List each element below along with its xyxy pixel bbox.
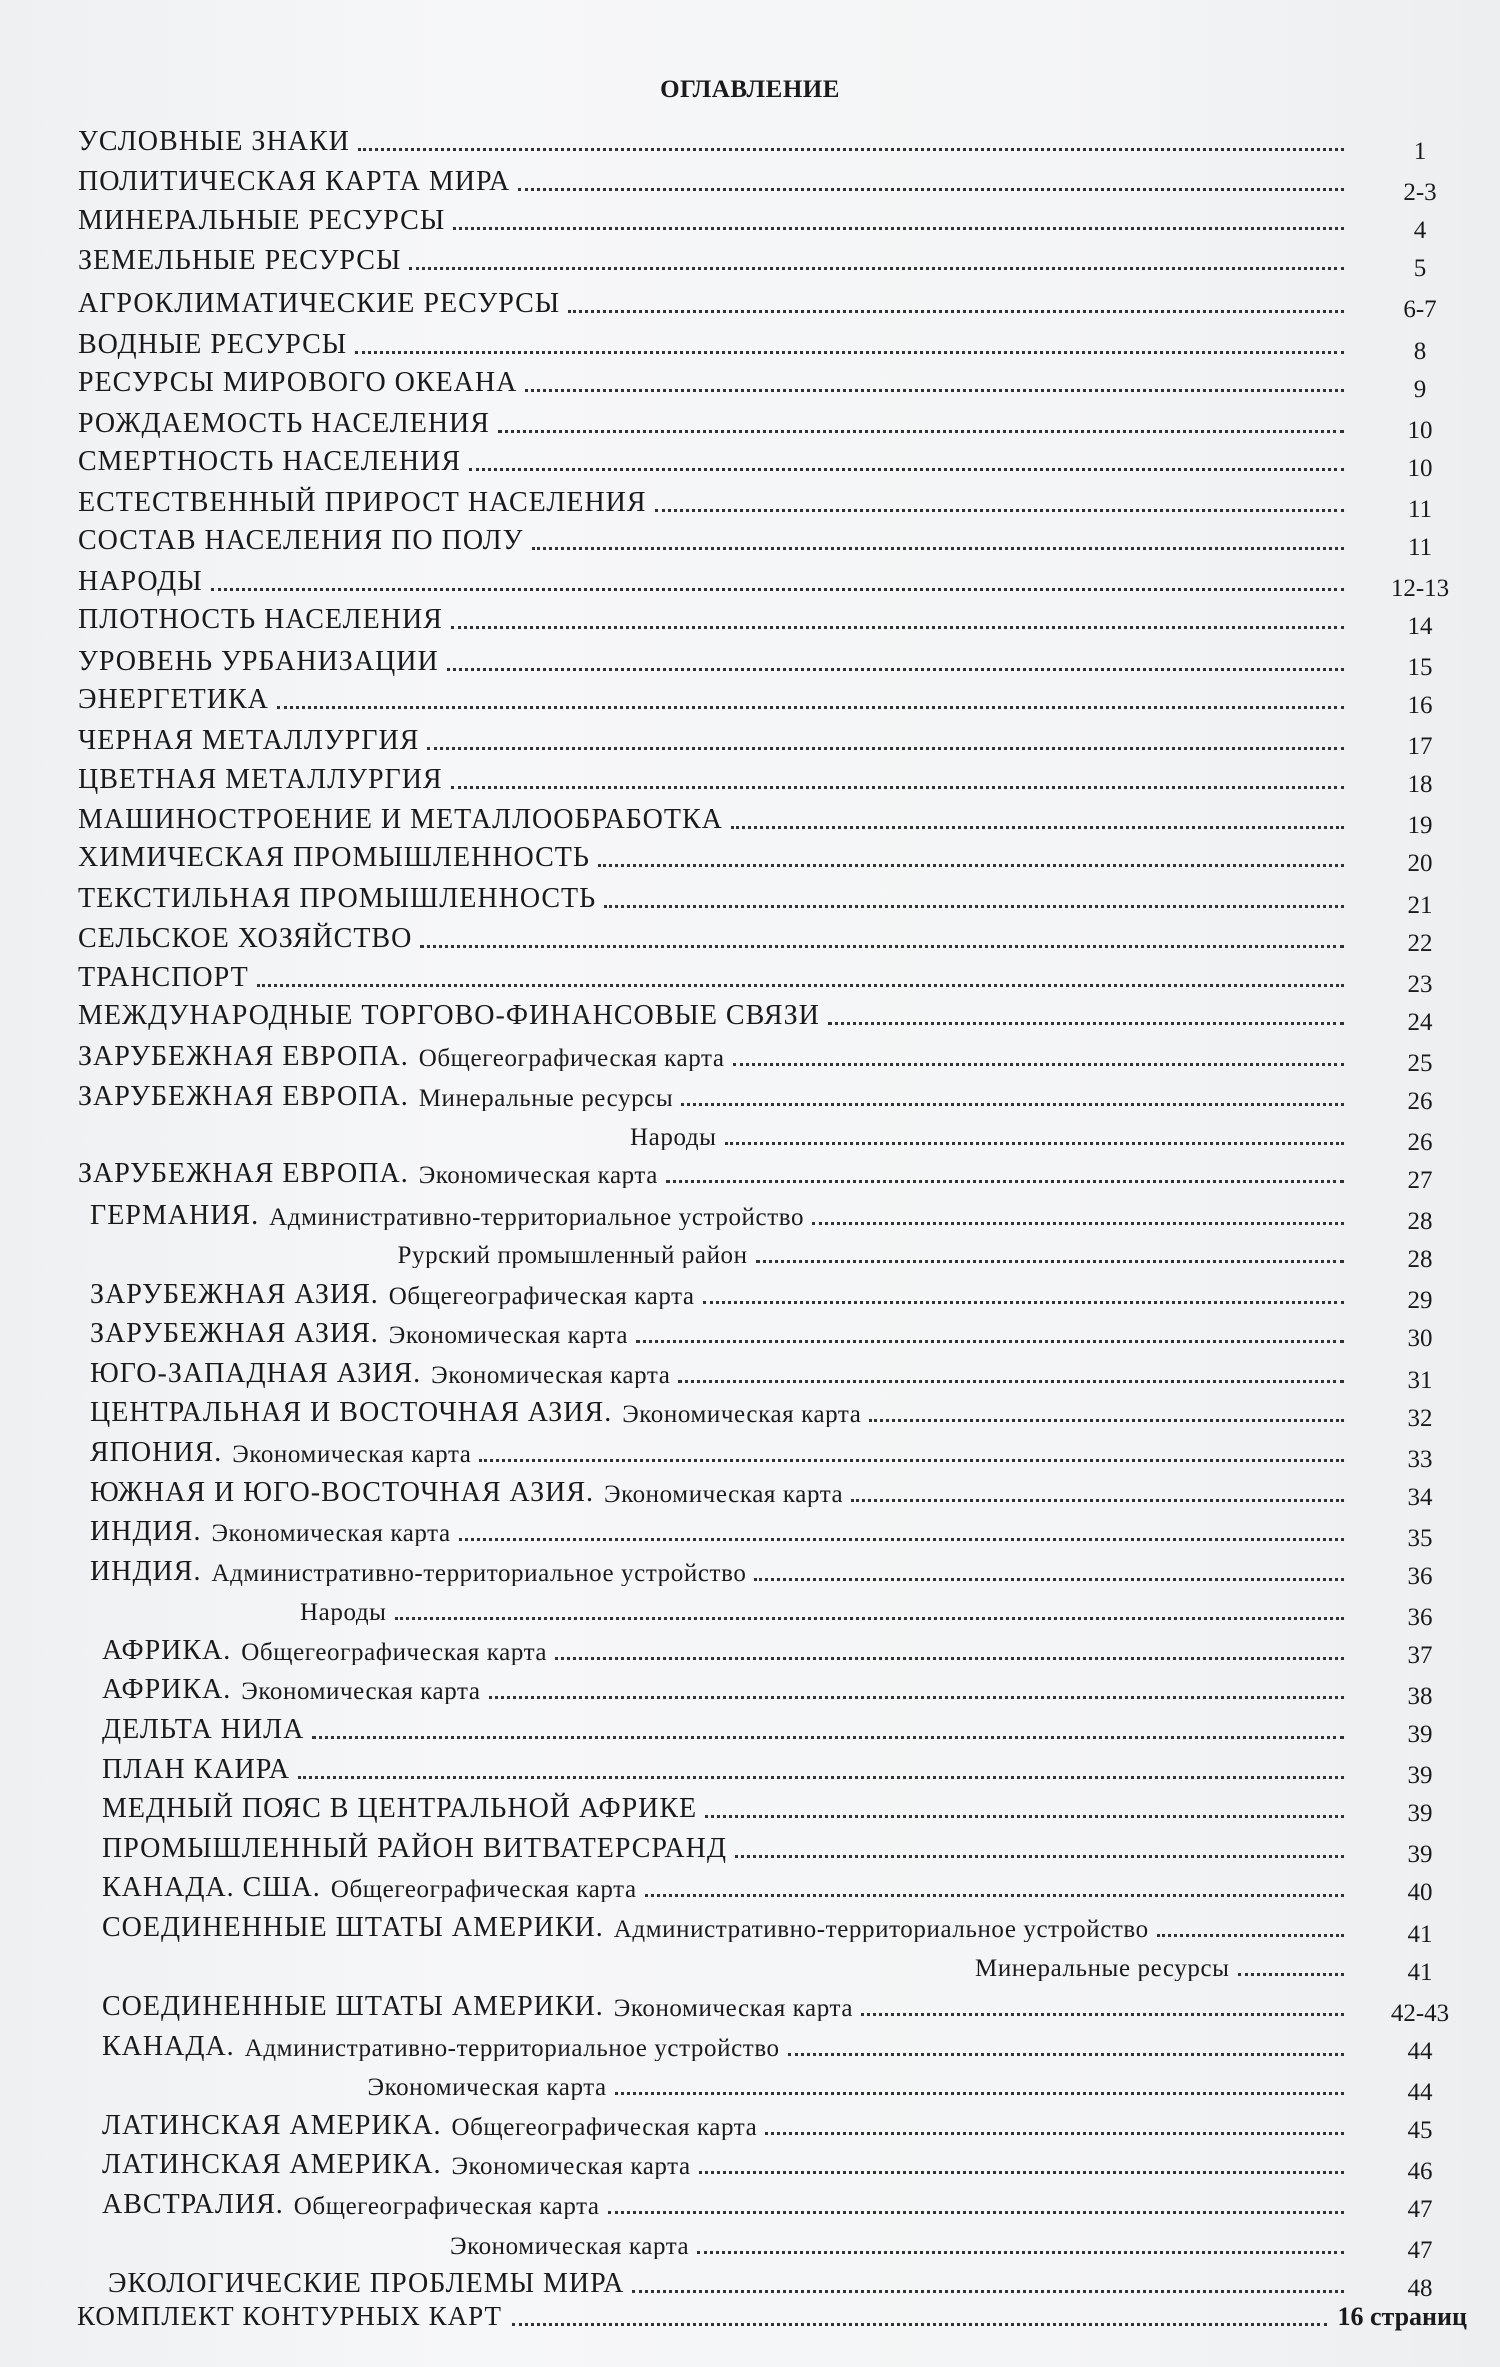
leader-dots <box>705 1815 1344 1818</box>
toc-entry[interactable] <box>78 278 1348 318</box>
leader-dots <box>447 668 1344 671</box>
toc-entry-title: ЦВЕТНАЯ МЕТАЛЛУРГИЯ <box>78 764 443 795</box>
toc-page-number: 4 <box>1413 217 1427 245</box>
toc-page-number: 39 <box>1407 1800 1433 1828</box>
toc-page-number: 1 <box>1413 138 1427 166</box>
leader-dots <box>498 430 1344 433</box>
toc-entry-title: ЗЕМЕЛЬНЫЕ РЕСУРСЫ <box>78 245 402 276</box>
toc-entry-title: ЗАРУБЕЖНАЯ ЕВРОПА. <box>78 1080 409 1111</box>
toc-page-number: 46 <box>1407 2158 1433 2186</box>
toc-entry[interactable] <box>78 1031 1348 1071</box>
toc-entry-title: УРОВЕНЬ УРБАНИЗАЦИИ <box>78 645 439 676</box>
toc-entry-title: НАРОДЫ <box>78 566 203 597</box>
leader-dots <box>1238 1973 1344 1976</box>
footer-page-count: 16 страниц <box>1337 2302 1467 2331</box>
toc-entry[interactable] <box>300 1585 1348 1625</box>
toc-entry-title: МИНЕРАЛЬНЫЕ РЕСУРСЫ <box>78 205 446 236</box>
toc-entry-subtitle: Экономическая карта <box>418 1162 658 1189</box>
leader-dots <box>754 1578 1344 1581</box>
toc-entry[interactable] <box>90 1546 1348 1586</box>
toc-page-number: 20 <box>1407 850 1433 878</box>
toc-page-number: 38 <box>1407 1683 1433 1711</box>
toc-entry[interactable] <box>975 1941 1348 1981</box>
leader-dots <box>699 2171 1344 2174</box>
toc-entry[interactable] <box>78 674 1348 714</box>
toc-entry-subtitle: Экономическая карта <box>613 1995 854 2022</box>
toc-page-number: 34 <box>1407 1483 1433 1511</box>
toc-entry-title: ЧЕРНАЯ МЕТАЛЛУРГИЯ <box>78 724 420 755</box>
toc-entry[interactable] <box>78 1148 1348 1188</box>
toc-entry-title: ЗАРУБЕЖНАЯ ЕВРОПА. <box>78 1041 409 1072</box>
leader-dots <box>420 945 1344 948</box>
toc-entry[interactable] <box>102 2139 1348 2179</box>
leader-dots <box>851 1499 1344 1502</box>
toc-page-number: 25 <box>1407 1049 1433 1077</box>
toc-entry-title: ИНДИЯ. <box>90 1555 202 1586</box>
toc-entry-title: ПЛАН КАИРА <box>102 1753 290 1784</box>
toc-entry-subtitle: Народы <box>300 1599 387 1626</box>
toc-page-number: 23 <box>1407 970 1433 998</box>
toc-entry-title: УСЛОВНЫЕ ЗНАКИ <box>78 126 350 157</box>
toc-page-number: 2-3 <box>1403 179 1437 207</box>
toc-entry-title: ЛАТИНСКАЯ АМЕРИКА. <box>102 2109 442 2140</box>
toc-entry[interactable] <box>78 754 1348 794</box>
leader-dots <box>489 1696 1344 1699</box>
leader-dots <box>568 310 1344 313</box>
toc-entry[interactable] <box>398 1228 1349 1268</box>
toc-page-number: 42-43 <box>1390 1999 1450 2027</box>
toc-entry[interactable] <box>630 1110 1348 1150</box>
leader-dots <box>479 1459 1344 1462</box>
toc-entry-subtitle: Административно-территориальное устройство <box>269 1203 805 1230</box>
leader-dots <box>459 1538 1344 1541</box>
toc-entry[interactable] <box>90 1506 1348 1546</box>
toc-entry-title: ТРАНСПОРТ <box>78 962 249 993</box>
toc-entry-subtitle: Общегеографическая карта <box>388 1282 695 1309</box>
toc-entry-title: ГЕРМАНИЯ. <box>90 1199 260 1230</box>
toc-entry-subtitle: Общегеографическая карта <box>241 1638 548 1665</box>
leader-dots <box>655 509 1344 512</box>
toc-entry-title: ЗАРУБЕЖНАЯ АЗИЯ. <box>90 1318 379 1349</box>
toc-entry-subtitle: Минеральные ресурсы <box>418 1084 674 1111</box>
leader-dots <box>298 1776 1344 1779</box>
leader-dots <box>636 1340 1344 1343</box>
toc-entry[interactable] <box>102 1625 1348 1665</box>
toc-entry-title: АВСТРАЛИЯ. <box>102 2188 284 2219</box>
leader-dots <box>869 1419 1344 1422</box>
toc-entry[interactable] <box>368 2060 1349 2100</box>
toc-entry[interactable] <box>102 1981 1348 2021</box>
toc-entry[interactable] <box>102 1704 1348 1744</box>
toc-page-number: 44 <box>1407 2078 1433 2106</box>
leader-dots <box>211 588 1344 591</box>
toc-entry-subtitle: Экономическая карта <box>451 2153 691 2180</box>
toc-entry[interactable] <box>78 515 1348 555</box>
toc-page-number: 10 <box>1407 454 1433 482</box>
leader-dots <box>277 706 1344 709</box>
toc-entry[interactable] <box>102 1744 1348 1784</box>
toc-page-number: 39 <box>1407 1721 1433 1749</box>
toc-entry[interactable] <box>102 1902 1348 1942</box>
toc-page-number: 26 <box>1407 1087 1433 1115</box>
toc-page-number: 21 <box>1407 891 1433 919</box>
leader-dots <box>861 2013 1344 2016</box>
leader-dots <box>756 1260 1344 1263</box>
leader-dots <box>788 2053 1344 2056</box>
toc-entry-subtitle: Общегеографическая карта <box>330 1876 637 1903</box>
toc-page-number: 28 <box>1407 1208 1433 1236</box>
toc-entry-title: РЕСУРСЫ МИРОВОГО ОКЕАНА <box>78 366 518 397</box>
toc-page-number: 47 <box>1407 2237 1433 2265</box>
leader-dots <box>703 1301 1344 1304</box>
toc-entry[interactable] <box>78 235 1348 275</box>
leader-dots <box>355 351 1344 354</box>
toc-entry-subtitle: Административно-территориальное устройство <box>244 2034 780 2061</box>
toc-page-number: 41 <box>1407 1958 1433 1986</box>
toc-page-number: 48 <box>1407 2275 1433 2303</box>
leader-dots <box>697 2251 1344 2254</box>
toc-entry-title: СОЕДИНЕННЫЕ ШТАТЫ АМЕРИКИ. <box>102 1991 604 2022</box>
toc-entry-subtitle: Общегеографическая карта <box>451 2113 758 2140</box>
leader-dots <box>453 227 1344 230</box>
leader-dots <box>395 1617 1344 1620</box>
leader-dots <box>427 747 1344 750</box>
toc-page-number: 17 <box>1407 733 1433 761</box>
toc-entry-title: ЭНЕРГЕТИКА <box>78 683 269 714</box>
leader-dots <box>451 626 1344 629</box>
leader-dots <box>525 389 1344 392</box>
toc-page-number: 32 <box>1407 1404 1433 1432</box>
toc-entry-title: РОЖДАЕМОСТЬ НАСЕЛЕНИЯ <box>78 408 490 439</box>
leader-dots <box>615 2092 1344 2095</box>
leader-dots <box>733 1063 1344 1066</box>
toc-entry-title: ЗАРУБЕЖНАЯ АЗИЯ. <box>90 1278 379 1309</box>
toc-entry-subtitle: Экономическая карта <box>367 2074 607 2101</box>
toc-page-number: 39 <box>1407 1841 1433 1869</box>
leader-dots <box>645 1894 1344 1897</box>
leader-dots <box>532 547 1345 550</box>
toc-entry-subtitle: Народы <box>630 1124 717 1151</box>
toc-entry[interactable] <box>90 1427 1348 1467</box>
toc-page-number: 22 <box>1407 929 1433 957</box>
toc-entry-title: ИНДИЯ. <box>90 1516 202 1547</box>
toc-page-number: 36 <box>1407 1603 1433 1631</box>
toc-page-number: 18 <box>1407 771 1433 799</box>
toc-entry-title: АГРОКЛИМАТИЧЕСКИЕ РЕСУРСЫ <box>78 287 561 318</box>
leader-dots <box>735 1855 1344 1858</box>
toc-page-number: 36 <box>1407 1562 1433 1590</box>
leader-dots <box>731 826 1344 829</box>
toc-page-number: 16 <box>1407 692 1433 720</box>
toc-page-number: 30 <box>1407 1325 1433 1353</box>
toc-page-number: 12-13 <box>1390 575 1450 603</box>
toc-entry-title: ЮГО-ЗАПАДНАЯ АЗИЯ. <box>90 1357 422 1388</box>
toc-entry[interactable] <box>78 990 1348 1030</box>
toc-page-number: 14 <box>1407 613 1433 641</box>
toc-entry[interactable] <box>78 357 1348 397</box>
toc-entry[interactable] <box>102 2179 1348 2219</box>
toc-entry-title: СОЕДИНЕННЫЕ ШТАТЫ АМЕРИКИ. <box>102 1911 604 1942</box>
toc-page-number: 41 <box>1407 1920 1433 1948</box>
toc-page-number: 26 <box>1407 1129 1433 1157</box>
toc-entry-subtitle: Общегеографическая карта <box>293 2192 600 2219</box>
toc-entry-title: МЕДНЫЙ ПОЯС В ЦЕНТРАЛЬНОЙ АФРИКЕ <box>102 1793 698 1824</box>
leader-dots <box>598 864 1344 867</box>
toc-entry[interactable] <box>78 477 1348 517</box>
toc-entry-subtitle: Экономическая карта <box>431 1361 671 1388</box>
toc-page-number: 35 <box>1407 1524 1433 1552</box>
toc-entry-title: ХИМИЧЕСКАЯ ПРОМЫШЛЕННОСТЬ <box>78 841 590 872</box>
toc-entry-title: КАНАДА. <box>102 2030 235 2061</box>
toc-entry[interactable] <box>78 156 1348 196</box>
toc-entry[interactable] <box>78 556 1348 596</box>
toc-page-number: 9 <box>1413 375 1427 403</box>
leader-dots <box>555 1657 1344 1660</box>
toc-entry-subtitle: Экономическая карта <box>232 1441 472 1468</box>
toc-entry[interactable] <box>78 436 1348 476</box>
toc-entry-subtitle: Экономическая карта <box>622 1401 862 1428</box>
toc-entry[interactable] <box>78 913 1348 953</box>
toc-entry[interactable] <box>78 398 1348 438</box>
toc-entry-title: ЗАРУБЕЖНАЯ ЕВРОПА. <box>78 1158 409 1189</box>
toc-entry[interactable] <box>78 594 1348 634</box>
leader-dots <box>518 188 1344 191</box>
toc-entry-title: ЕСТЕСТВЕННЫЙ ПРИРОСТ НАСЕЛЕНИЯ <box>78 487 647 518</box>
leader-dots <box>257 984 1344 987</box>
toc-entry-subtitle: Административно-территориальное устройство <box>613 1915 1149 1942</box>
leader-dots <box>828 1022 1344 1025</box>
toc-entry-title: МАШИНОСТРОЕНИЕ И МЕТАЛЛООБРАБОТКА <box>78 803 723 834</box>
toc-page-number: 11 <box>1407 533 1433 561</box>
toc-entry-title: ДЕЛЬТА НИЛА <box>102 1714 305 1745</box>
toc-page-number: 6-7 <box>1403 296 1437 324</box>
leader-dots <box>451 786 1344 789</box>
toc-entry[interactable] <box>78 116 1348 156</box>
toc-entry-title: ЯПОНИЯ. <box>90 1437 223 1468</box>
toc-entry[interactable] <box>102 1664 1348 1704</box>
toc-entry[interactable] <box>78 319 1348 359</box>
toc-entry[interactable] <box>78 715 1348 755</box>
toc-entry-subtitle: Экономическая карта <box>388 1322 629 1349</box>
toc-entry[interactable] <box>102 1783 1348 1823</box>
toc-page-number: 27 <box>1407 1167 1433 1195</box>
toc-entry-subtitle: Экономическая карта <box>241 1678 481 1705</box>
toc-entry-title: ПОЛИТИЧЕСКАЯ КАРТА МИРА <box>78 165 511 196</box>
toc-entry[interactable] <box>78 636 1348 676</box>
toc-page-number: 45 <box>1407 2116 1433 2144</box>
toc-entry[interactable] <box>78 794 1348 834</box>
leader-dots <box>765 2132 1344 2135</box>
toc-entry[interactable] <box>90 1467 1348 1507</box>
toc-entry[interactable] <box>78 1071 1348 1111</box>
leader-dots <box>681 1103 1344 1106</box>
toc-page-number: 37 <box>1407 1641 1433 1669</box>
leader-dots <box>409 267 1344 270</box>
toc-entry-subtitle: Экономическая карта <box>211 1520 451 1547</box>
leader-dots <box>604 905 1344 908</box>
leader-dots <box>608 2211 1344 2214</box>
toc-entry[interactable] <box>102 1862 1348 1902</box>
footer-leader-dots <box>512 2323 1327 2326</box>
toc-entry-subtitle: Экономическая карта <box>450 2232 690 2259</box>
toc-entry-title: АФРИКА. <box>102 1674 232 1705</box>
leader-dots <box>312 1736 1344 1739</box>
leader-dots <box>812 1222 1344 1225</box>
toc-entry[interactable] <box>102 1823 1348 1863</box>
toc-entry-title: КАНАДА. США. <box>102 1872 321 1903</box>
toc-page-number: 11 <box>1407 495 1433 523</box>
toc-entry-title: ЮЖНАЯ И ЮГО-ВОСТОЧНАЯ АЗИЯ. <box>90 1476 594 1507</box>
toc-entry[interactable] <box>90 1348 1348 1388</box>
page-title: ОГЛАВЛЕНИЕ <box>660 76 840 103</box>
toc-page-number: 24 <box>1407 1008 1433 1036</box>
toc-entry-title: ВОДНЫЕ РЕСУРСЫ <box>78 328 348 359</box>
toc-page-number: 31 <box>1407 1366 1433 1394</box>
toc-page-number: 19 <box>1407 812 1433 840</box>
toc-page-number: 33 <box>1407 1445 1433 1473</box>
toc-entry[interactable] <box>102 2021 1348 2061</box>
toc-entry-title: СМЕРТНОСТЬ НАСЕЛЕНИЯ <box>78 446 462 477</box>
toc-page-number: 5 <box>1413 255 1427 283</box>
leader-dots <box>1157 1934 1344 1937</box>
toc-entry-title: ЛАТИНСКАЯ АМЕРИКА. <box>102 2149 442 2180</box>
toc-entry-title: МЕЖДУНАРОДНЫЕ ТОРГОВО-ФИНАНСОВЫЕ СВЯЗИ <box>78 1000 820 1031</box>
toc-page-number: 10 <box>1407 416 1433 444</box>
toc-page-number: 15 <box>1407 654 1433 682</box>
toc-entry-subtitle: Административно-территориальное устройство <box>211 1559 747 1586</box>
toc-entry-subtitle: Рурский промышленный район <box>397 1241 748 1268</box>
leader-dots <box>358 148 1344 151</box>
toc-page-number: 8 <box>1413 337 1427 365</box>
toc-page-number: 44 <box>1407 2037 1433 2065</box>
toc-entry-title: ПЛОТНОСТЬ НАСЕЛЕНИЯ <box>78 604 443 635</box>
leader-dots <box>469 468 1344 471</box>
toc-entry[interactable] <box>450 2219 1348 2259</box>
toc-footer <box>77 2292 1467 2332</box>
toc-entry[interactable] <box>78 873 1348 913</box>
toc-page-number: 47 <box>1407 2196 1433 2224</box>
toc-page-number: 28 <box>1407 1246 1433 1274</box>
toc-page-number: 29 <box>1407 1287 1433 1315</box>
footer-label: КОМПЛЕКТ КОНТУРНЫХ КАРТ <box>77 2301 502 2331</box>
toc-entry[interactable] <box>90 1190 1348 1230</box>
toc-page-number: 39 <box>1407 1762 1433 1790</box>
toc-entry[interactable] <box>78 952 1348 992</box>
toc-entry-title: АФРИКА. <box>102 1634 232 1665</box>
toc-entry[interactable] <box>90 1387 1348 1427</box>
toc-entry[interactable] <box>90 1308 1348 1348</box>
toc-entry-subtitle: Экономическая карта <box>604 1480 844 1507</box>
toc-entry[interactable] <box>102 2100 1348 2140</box>
leader-dots <box>725 1142 1344 1145</box>
toc-entry-title: ЭКОЛОГИЧЕСКИЕ ПРОБЛЕМЫ МИРА <box>108 2268 625 2299</box>
toc-entry[interactable] <box>90 1269 1348 1309</box>
toc-page-number: 40 <box>1407 1879 1433 1907</box>
toc-entry-subtitle: Минеральные ресурсы <box>975 1955 1230 1982</box>
toc-entry-title: ЦЕНТРАЛЬНАЯ И ВОСТОЧНАЯ АЗИЯ. <box>90 1397 613 1428</box>
toc-entry-title: ТЕКСТИЛЬНАЯ ПРОМЫШЛЕННОСТЬ <box>78 882 597 913</box>
toc-entry-title: ПРОМЫШЛЕННЫЙ РАЙОН ВИТВАТЕРСРАНД <box>102 1832 727 1863</box>
toc-entry-title: СЕЛЬСКОЕ ХОЗЯЙСТВО <box>78 922 413 953</box>
toc-entry[interactable] <box>78 832 1348 872</box>
leader-dots <box>666 1180 1344 1183</box>
leader-dots <box>678 1380 1344 1383</box>
toc-entry[interactable] <box>78 195 1348 235</box>
toc-entry-title: СОСТАВ НАСЕЛЕНИЯ ПО ПОЛУ <box>78 525 524 556</box>
toc-entry-subtitle: Общегеографическая карта <box>418 1045 725 1072</box>
